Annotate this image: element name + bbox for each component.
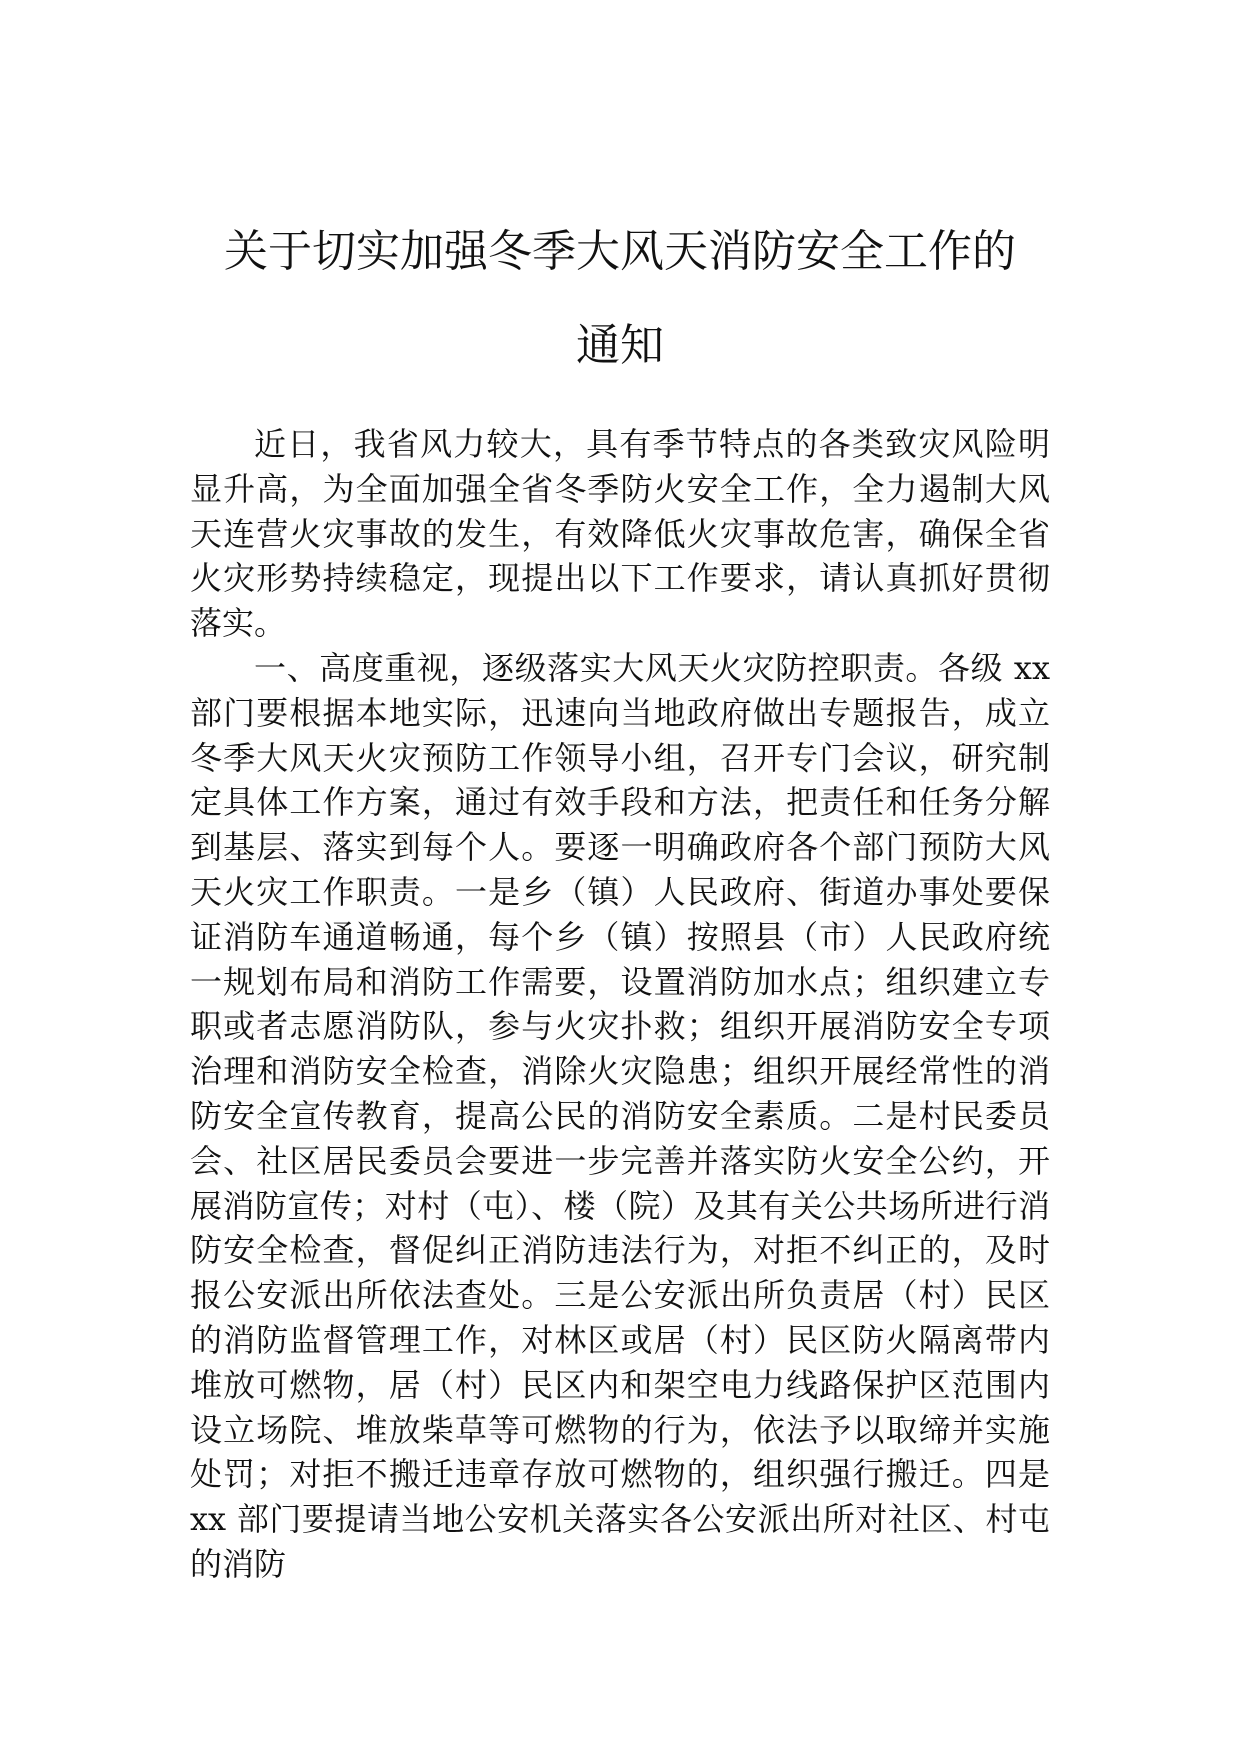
title-line-2: 通知	[576, 320, 664, 371]
document-title	[190, 205, 1050, 393]
paragraph-section-1: 一、高度重视，逐级落实大风天火灾防控职责。各级 xx 部门要根据本地实际，迅速向当地政府做出专题报告，成立冬季大风天火灾预防工作领导小组，召开专门会议，研究制定具体工作方案，通过有效手段和方法，把责任和任务分解到基层、落实到每个人。要逐一明确政府各个部门预防大风天火灾工作职责。一是乡（镇）人民政府、街道办事处要保证消防车通道畅通，每个乡（镇）按照县（市）人民政府统一规划布局和消防工作需要，设置消防加水点；组织建立专职或者志愿消防队，参与火灾扑救；组织开展消防安全专项治理和消防安全检查，消除火灾隐患；组织开展经常性的消防安全宣传教育，提高公民的消防安全素质。二是村民委员会、社区居民委员会要进一步完善并落实防火安全公约，开展消防宣传；对村（屯）、楼（院）及其有关公共场所进行消防安全检查，督促纠正消防违法行为，对拒不纠正的，及时报公安派出所依法查处。三是公安派出所负责居（村）民区的消防监督管理工作，对林区或居（村）民区防火隔离带内堆放可燃物，居（村）民区内和架空电力线路保护区范围内设立场院、堆放柴草等可燃物的行为，依法予以取缔并实施处罚；对拒不搬迁违章存放可燃物的，组织强行搬迁。四是 xx 部门要提请当地公安机关落实各公安派出所对社区、村屯的消防	[190, 648, 1050, 1583]
document-body	[190, 422, 1050, 1587]
paragraph-intro: 近日，我省风力较大，具有季节特点的各类致灾风险明显升高，为全面加强全省冬季防火安全工作，全力遏制大风天连营火灾事故的发生，有效降低火灾事故危害，确保全省火灾形势持续稳定，现提出以下工作要求，请认真抓好贯彻落实。	[190, 425, 1050, 643]
title-line-1: 关于切实加强冬季大风天消防安全工作的	[224, 226, 1016, 277]
